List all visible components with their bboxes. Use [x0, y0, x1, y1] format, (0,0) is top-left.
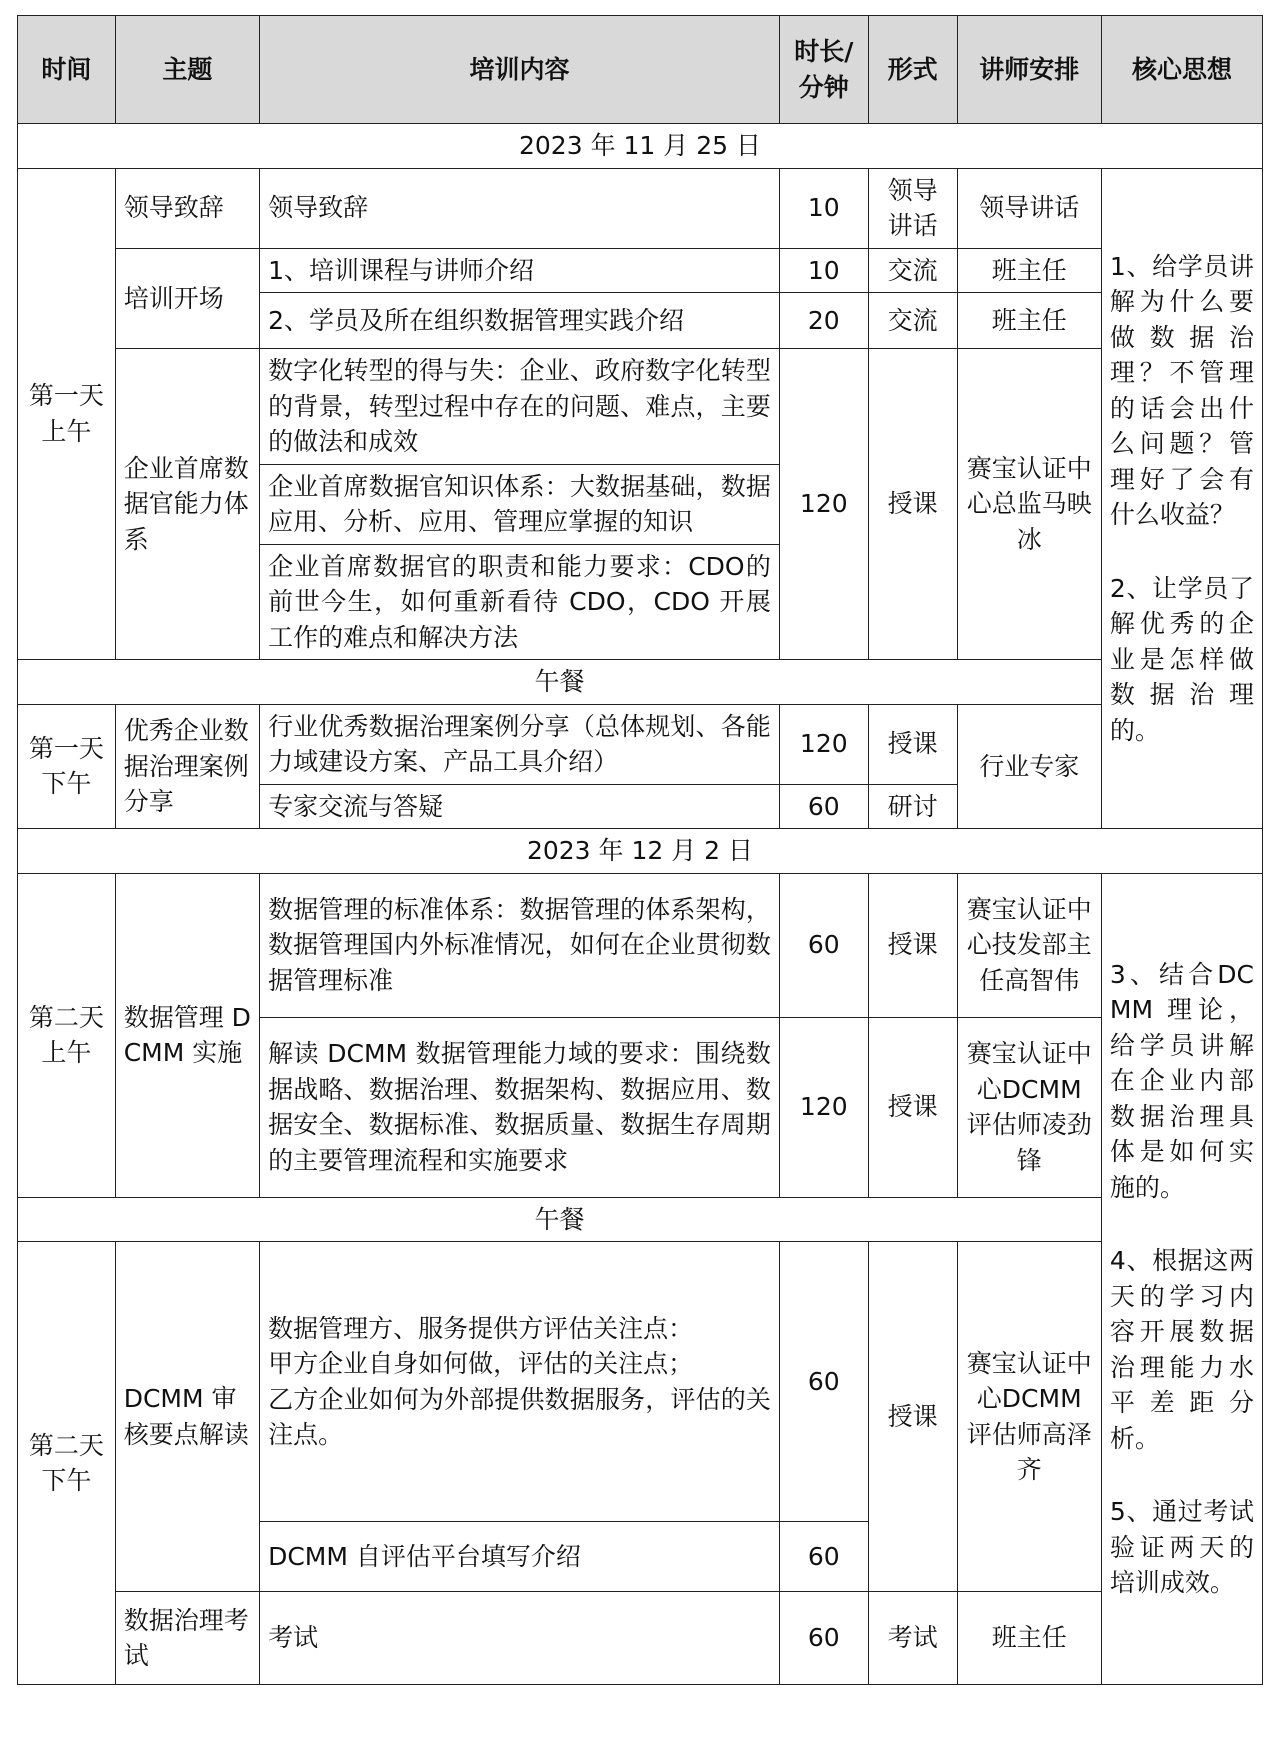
format-speech: 领导讲话	[868, 168, 957, 248]
date-row	[18, 829, 1263, 874]
table-row	[18, 1592, 1263, 1685]
time-day2-afternoon: 第二天下午	[18, 1242, 116, 1685]
content-audit-2: DCMM 自评估平台填写介绍	[260, 1522, 780, 1592]
topic-dcmm: 数据管理 DCMM 实施	[115, 873, 259, 1197]
content-speech: 领导致辞	[260, 168, 780, 248]
duration-audit-2: 60	[779, 1522, 868, 1592]
format-cases-1: 授课	[868, 704, 957, 784]
header-topic: 主题	[115, 16, 259, 124]
topic-exam: 数据治理考试	[115, 1592, 259, 1685]
duration-dcmm-1: 60	[779, 873, 868, 1017]
core-idea-day2	[1101, 873, 1262, 1685]
format-opening-1: 交流	[868, 248, 957, 293]
format-dcmm-2: 授课	[868, 1017, 957, 1197]
duration-speech: 10	[779, 168, 868, 248]
time-day1-morning: 第一天上午	[18, 168, 116, 660]
duration-cases-2: 60	[779, 784, 868, 829]
core-idea-3: 3、结合DCMM 理论，给学员讲解在企业内部数据治理具体是如何实施的。	[1109, 959, 1254, 1202]
lecturer-speech: 领导讲话	[957, 168, 1101, 248]
content-exam: 考试	[260, 1592, 780, 1685]
format-audit: 授课	[868, 1242, 957, 1592]
content-cases-2: 专家交流与答疑	[260, 784, 780, 829]
header-format: 形式	[868, 16, 957, 124]
topic-audit: DCMM 审核要点解读	[115, 1242, 259, 1592]
core-idea-4: 4、根据这两天的学习内容开展数据治理能力水平差距分析。	[1109, 1246, 1254, 1453]
topic-speech: 领导致辞	[115, 168, 259, 248]
header-time: 时间	[18, 16, 116, 124]
header-duration: 时长/分钟	[779, 16, 868, 124]
duration-cdo: 120	[779, 349, 868, 660]
format-cases-2: 研讨	[868, 784, 957, 829]
duration-cases-1: 120	[779, 704, 868, 784]
lecturer-opening-2: 班主任	[957, 293, 1101, 349]
content-cdo-1: 数字化转型的得与失：企业、政府数字化转型的背景，转型过程中存在的问题、难点，主要的做法和成效	[260, 349, 780, 465]
table-row	[18, 1242, 1263, 1522]
header-content: 培训内容	[260, 16, 780, 124]
date-row	[18, 124, 1263, 169]
table-row	[18, 873, 1263, 1017]
topic-opening: 培训开场	[115, 248, 259, 349]
time-day1-afternoon: 第一天下午	[18, 704, 116, 829]
duration-audit-1: 60	[779, 1242, 868, 1522]
header-core: 核心思想	[1101, 16, 1262, 124]
lecturer-cases: 行业专家	[957, 704, 1101, 829]
topic-cases: 优秀企业数据治理案例分享	[115, 704, 259, 829]
date-day2: 2023 年 12 月 2 日	[18, 829, 1263, 874]
table-row	[18, 349, 1263, 465]
format-opening-2: 交流	[868, 293, 957, 349]
table-row	[18, 248, 1263, 293]
content-dcmm-2: 解读 DCMM 数据管理能力域的要求：围绕数据战略、数据治理、数据架构、数据应用、数据安全、数据标准、数据质量、数据生存周期的主要管理流程和实施要求	[260, 1017, 780, 1197]
content-cdo-3: 企业首席数据官的职责和能力要求：CDO的前世今生，如何重新看待 CDO，CDO 开展工作的难点和解决方法	[260, 544, 780, 660]
table-row	[18, 168, 1263, 248]
format-dcmm-1: 授课	[868, 873, 957, 1017]
core-idea-day1	[1101, 168, 1262, 829]
content-audit-1: 数据管理方、服务提供方评估关注点： 甲方企业自身如何做，评估的关注点； 乙方企业如何为外部提供数据服务，评估的关注点。	[260, 1242, 780, 1522]
lecturer-dcmm-1: 赛宝认证中心技发部主任高智伟	[957, 873, 1101, 1017]
core-idea-5: 5、通过考试验证两天的培训成效。	[1109, 1497, 1254, 1598]
core-idea-1: 1、给学员讲解为什么要做数据治理？不管理的话会出什么问题？管理好了会有什么收益？	[1109, 251, 1254, 529]
table-row	[18, 704, 1263, 784]
format-exam: 考试	[868, 1592, 957, 1685]
content-opening-2: 2、学员及所在组织数据管理实践介绍	[260, 293, 780, 349]
date-day1: 2023 年 11 月 25 日	[18, 124, 1263, 169]
duration-exam: 60	[779, 1592, 868, 1685]
duration-opening-1: 10	[779, 248, 868, 293]
lecturer-exam: 班主任	[957, 1592, 1101, 1685]
lecturer-audit: 赛宝认证中心DCMM 评估师高泽齐	[957, 1242, 1101, 1592]
time-day2-morning: 第二天上午	[18, 873, 116, 1197]
lunch-day2: 午餐	[18, 1197, 1102, 1242]
lunch-day1: 午餐	[18, 660, 1102, 705]
lunch-row	[18, 660, 1263, 705]
core-idea-2: 2、让学员了解优秀的企业是怎样做数据治理的。	[1109, 573, 1254, 745]
duration-dcmm-2: 120	[779, 1017, 868, 1197]
lecturer-dcmm-2: 赛宝认证中心DCMM 评估师凌劲锋	[957, 1017, 1101, 1197]
lecturer-opening-1: 班主任	[957, 248, 1101, 293]
lecturer-cdo: 赛宝认证中心总监马映冰	[957, 349, 1101, 660]
content-dcmm-1: 数据管理的标准体系：数据管理的体系架构，数据管理国内外标准情况，如何在企业贯彻数据管理标准	[260, 873, 780, 1017]
duration-opening-2: 20	[779, 293, 868, 349]
topic-cdo: 企业首席数据官能力体系	[115, 349, 259, 660]
training-schedule-table	[17, 15, 1263, 1685]
content-opening-1: 1、培训课程与讲师介绍	[260, 248, 780, 293]
format-cdo: 授课	[868, 349, 957, 660]
header-lecturer: 讲师安排	[957, 16, 1101, 124]
content-cdo-2: 企业首席数据官知识体系：大数据基础，数据应用、分析、应用、管理应掌握的知识	[260, 464, 780, 544]
content-cases-1: 行业优秀数据治理案例分享（总体规划、各能力域建设方案、产品工具介绍）	[260, 704, 780, 784]
lunch-row	[18, 1197, 1263, 1242]
header-row	[18, 16, 1263, 124]
